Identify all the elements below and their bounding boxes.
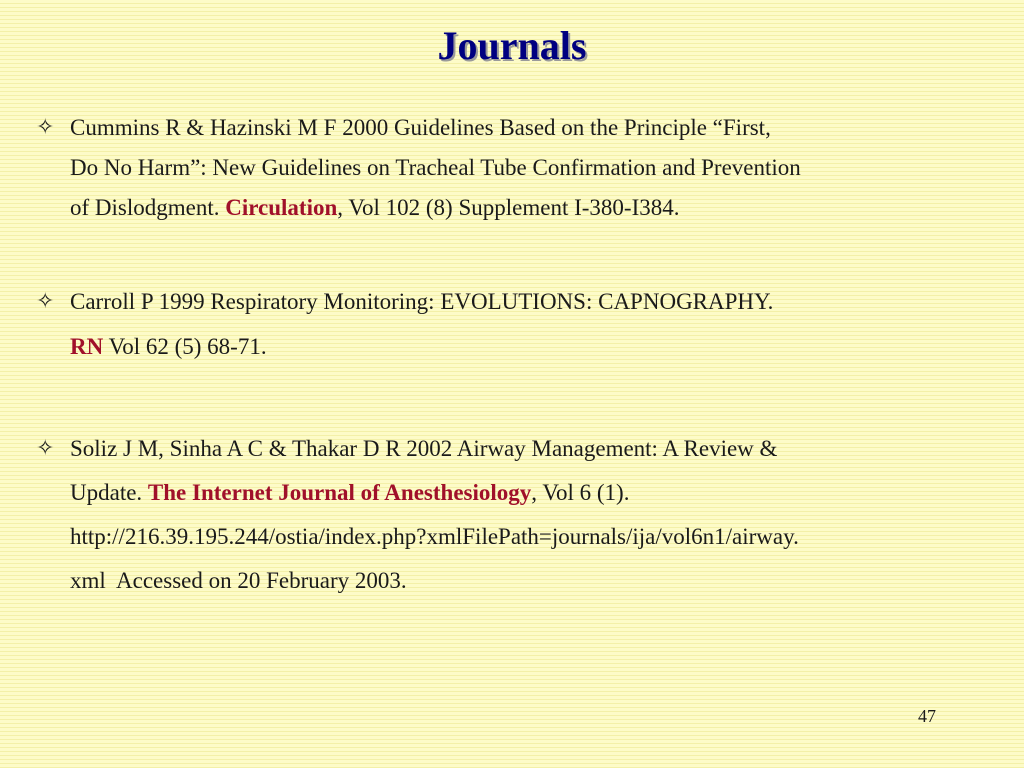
reference-list [36,108,986,603]
reference-text-segment: , Vol 6 (1). [531,480,630,505]
page-number: 47 [918,706,936,726]
diamond-star-bullet-icon: ✧ [36,289,55,314]
reference-url: http://216.39.195.244/ostia/index.php?xmlFilePath=journals/ija/vol6n1/airway. [70,524,799,549]
reference-text-segment: , Vol 102 (8) Supplement I-380-I384. [337,195,680,220]
reference-text-line: Do No Harm”: New Guidelines on Tracheal Tube Confirmation and Prevention [70,155,801,180]
reference-text-line: Cummins R & Hazinski M F 2000 Guidelines Based on the Principle “First, [70,115,771,140]
reference-text-segment: Vol 62 (5) 68-71. [103,334,267,359]
reference-item-carroll [36,279,986,369]
reference-text-segment: of Dislodgment. [70,195,226,220]
reference-text-line: Carroll P 1999 Respiratory Monitoring: EVOLUTIONS: CAPNOGRAPHY. [70,289,774,314]
diamond-star-bullet-icon: ✧ [36,436,55,461]
reference-text-segment: Update. [70,480,148,505]
journal-name: RN [70,334,104,359]
slide-title: Journals [437,23,587,68]
diamond-star-bullet-icon: ✧ [36,115,55,140]
reference-item-soliz [36,427,986,603]
journal-name: The Internet Journal of Anesthesiology [147,480,532,505]
reference-item-cummins [36,108,986,228]
journal-name: Circulation [225,195,338,220]
reference-text-line: xml Accessed on 20 February 2003. [70,568,407,593]
reference-text-line: Soliz J M, Sinha A C & Thakar D R 2002 Airway Management: A Review & [70,436,778,461]
